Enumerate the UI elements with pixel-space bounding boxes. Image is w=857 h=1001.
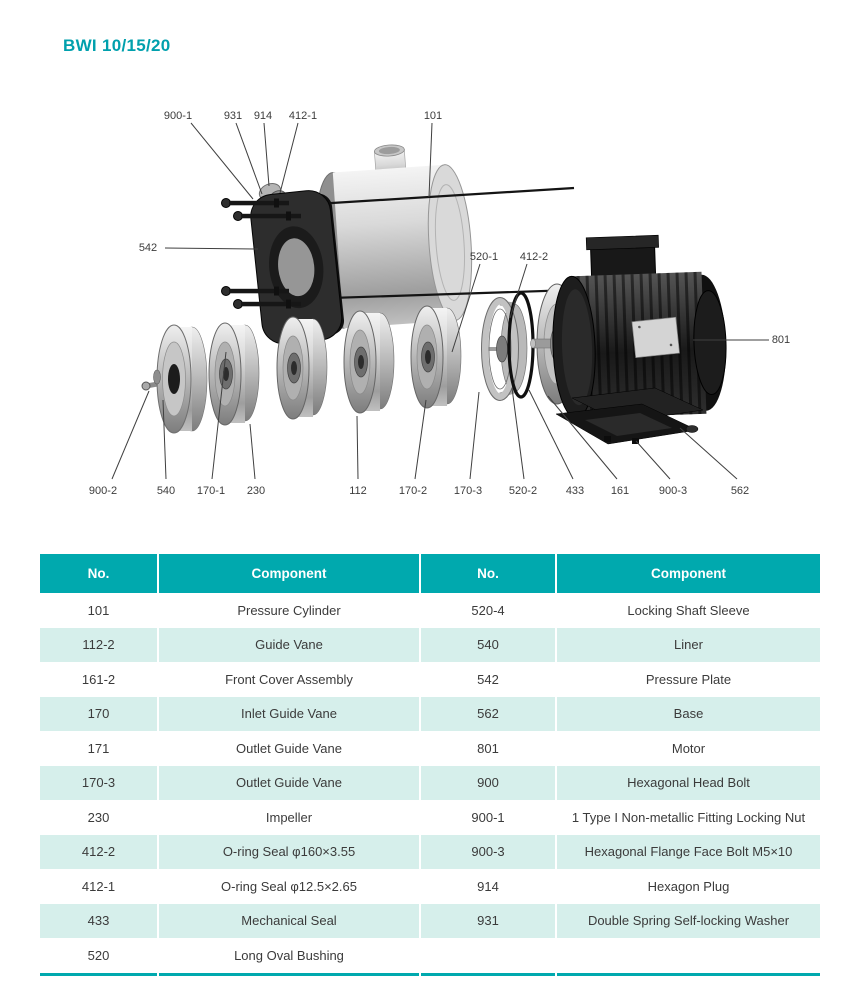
table-row xyxy=(40,800,820,835)
part-no-cell: 433 xyxy=(40,904,157,939)
table-row xyxy=(40,731,820,766)
callout-label-170-1: 170-1 xyxy=(196,485,226,497)
table-row xyxy=(40,628,820,663)
callout-label-112: 112 xyxy=(349,485,367,497)
callout-label-412-1: 412-1 xyxy=(288,110,318,122)
part-no-cell: 520 xyxy=(40,938,157,973)
component-cell: Outlet Guide Vane xyxy=(159,731,419,766)
callout-label-161: 161 xyxy=(610,485,630,497)
component-cell: Hexagon Plug xyxy=(557,869,820,904)
table-row xyxy=(40,662,820,697)
component-cell: Liner xyxy=(557,628,820,663)
component-cell: Pressure Plate xyxy=(557,662,820,697)
component-cell: 1 Type I Non-metallic Fitting Locking Nut xyxy=(557,800,820,835)
part-no-cell: 412-2 xyxy=(40,835,157,870)
part-no-cell: 900-1 xyxy=(421,800,555,835)
table-row xyxy=(40,766,820,801)
callout-leader-line xyxy=(512,388,524,479)
callout-leader-line xyxy=(165,248,258,249)
callout-leader-line xyxy=(280,123,298,193)
callout-label-520-1: 520-1 xyxy=(469,251,499,263)
callout-label-520-2: 520-2 xyxy=(508,485,538,497)
component-cell: Mechanical Seal xyxy=(159,904,419,939)
part-no-cell: 562 xyxy=(421,697,555,732)
callout-label-900-3: 900-3 xyxy=(658,485,688,497)
part-no-cell: 914 xyxy=(421,869,555,904)
part-no-cell: 161-2 xyxy=(40,662,157,697)
part-no-cell: 801 xyxy=(421,731,555,766)
part-no-cell: 230 xyxy=(40,800,157,835)
part-no-cell: 540 xyxy=(421,628,555,663)
callout-leader-line xyxy=(357,416,358,479)
stage-3 xyxy=(344,311,394,413)
callout-label-170-3: 170-3 xyxy=(453,485,483,497)
component-cell: O-ring Seal φ12.5×2.65 xyxy=(159,869,419,904)
callout-leader-line xyxy=(264,123,269,186)
part-no-cell: 170 xyxy=(40,697,157,732)
stage-1 xyxy=(209,323,259,425)
column-header: Component xyxy=(557,554,820,593)
component-cell: Guide Vane xyxy=(159,628,419,663)
table-row xyxy=(40,593,820,628)
component-cell: Locking Shaft Sleeve xyxy=(557,593,820,628)
interconnector-cage xyxy=(482,298,528,401)
table-row xyxy=(40,904,820,939)
callout-label-412-2: 412-2 xyxy=(519,251,549,263)
part-no-cell: 170-3 xyxy=(40,766,157,801)
parts-table xyxy=(40,554,820,976)
callout-label-914: 914 xyxy=(253,110,273,122)
part-no-cell xyxy=(421,938,555,973)
stage-2 xyxy=(277,317,327,419)
part-no-cell: 542 xyxy=(421,662,555,697)
component-cell: Motor xyxy=(557,731,820,766)
component-cell: Impeller xyxy=(159,800,419,835)
front-cover xyxy=(154,325,208,433)
bottom-border-segment xyxy=(159,973,419,976)
callout-leader-line xyxy=(112,391,149,479)
component-cell: Outlet Guide Vane xyxy=(159,766,419,801)
part-no-cell: 900-3 xyxy=(421,835,555,870)
table-row xyxy=(40,938,820,973)
component-cell: Hexagonal Flange Face Bolt M5×10 xyxy=(557,835,820,870)
table-row xyxy=(40,869,820,904)
column-header: No. xyxy=(40,554,157,593)
callout-label-801: 801 xyxy=(771,334,791,346)
bottom-border-segment xyxy=(557,973,820,976)
part-no-cell: 520-4 xyxy=(421,593,555,628)
callout-leader-line xyxy=(415,400,426,479)
part-no-cell: 112-2 xyxy=(40,628,157,663)
callout-label-900-1: 900-1 xyxy=(163,110,193,122)
part-no-cell: 412-1 xyxy=(40,869,157,904)
callout-label-931: 931 xyxy=(223,110,243,122)
table-bottom-border xyxy=(40,973,820,976)
component-cell: Double Spring Self-locking Washer xyxy=(557,904,820,939)
part-no-cell: 900 xyxy=(421,766,555,801)
component-cell: O-ring Seal φ160×3.55 xyxy=(159,835,419,870)
callout-label-900-2: 900-2 xyxy=(88,485,118,497)
part-no-cell: 931 xyxy=(421,904,555,939)
component-cell: Front Cover Assembly xyxy=(159,662,419,697)
component-cell: Hexagonal Head Bolt xyxy=(557,766,820,801)
callout-leader-line xyxy=(470,392,479,479)
stage-4 xyxy=(411,306,461,408)
component-cell: Inlet Guide Vane xyxy=(159,697,419,732)
component-cell: Pressure Cylinder xyxy=(159,593,419,628)
table-header-row xyxy=(40,554,820,593)
callout-label-540: 540 xyxy=(156,485,176,497)
callout-label-562: 562 xyxy=(730,485,750,497)
callout-leader-line xyxy=(191,123,253,199)
column-header: No. xyxy=(421,554,555,593)
page-title: BWI 10/15/20 xyxy=(63,36,171,55)
column-header: Component xyxy=(159,554,419,593)
callout-label-170-2: 170-2 xyxy=(398,485,428,497)
callout-label-542: 542 xyxy=(138,242,158,254)
component-cell: Base xyxy=(557,697,820,732)
bottom-border-segment xyxy=(40,973,157,976)
part-no-cell: 101 xyxy=(40,593,157,628)
component-cell xyxy=(557,938,820,973)
table-row xyxy=(40,697,820,732)
callout-label-230: 230 xyxy=(246,485,266,497)
part-no-cell: 171 xyxy=(40,731,157,766)
callout-label-101: 101 xyxy=(423,110,443,122)
component-cell: Long Oval Bushing xyxy=(159,938,419,973)
table-row xyxy=(40,835,820,870)
callout-label-433: 433 xyxy=(565,485,585,497)
callout-leader-line xyxy=(680,428,737,479)
callout-leader-line xyxy=(636,441,670,479)
bottom-border-segment xyxy=(421,973,555,976)
callout-leader-line xyxy=(250,424,255,479)
